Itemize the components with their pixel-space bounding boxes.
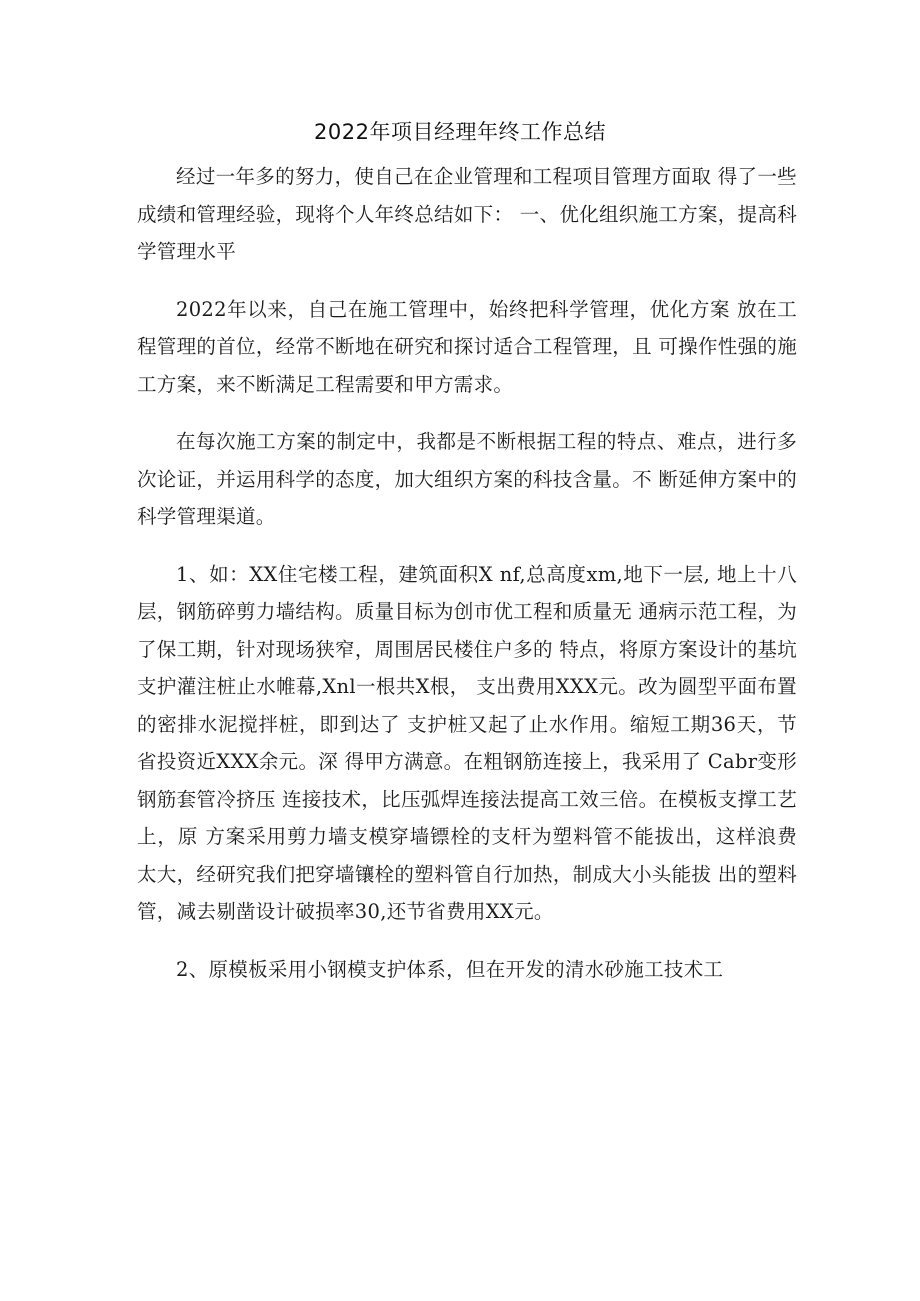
document-title: 2022年项目经理年终工作总结 — [314, 120, 606, 144]
paragraph-2022: 2022年以来，自己在施工管理中，始终把科学管理，优化方案 放在工程管理的首位，经常不断地在研究和探讨适合工程管理，且 可操作性强的施工方案，来不断满足工程需要和甲方需求。 — [137, 297, 797, 396]
paragraph-intro: 经过一年多的努力，使自己在企业管理和工程项目管理方面取 得了一些成绩和管理经验，现将个人年终总结如下： 一、优化组织施工方案，提高科学管理水平 — [137, 165, 797, 263]
document-body — [137, 158, 797, 1008]
paragraph-construction-plan: 在每次施工方案的制定中，我都是不断根据工程的特点、难点，进行多次论证，并运用科学的态度，加大组织方案的科技含量。不 断延伸方案中的科学管理渠道。 — [137, 430, 797, 528]
paragraph-example-2: 2、原模板采用小钢模支护体系，但在开发的清水砂施工技术工 — [176, 957, 724, 981]
paragraph-example-1: 1、如：XX住宅楼工程，建筑面积X nf,总高度xm,地下一层, 地上十八层，钢筋碎剪力墙结构。质量目标为创市优工程和质量无 通病示范工程，为了保工期，针对现场狭窄，周围居民楼住户多的 特点，将原方案设计的基坑支护灌注桩止水帷幕,Xnl一根共X根， 支出费用XXX元。改为圆型平面布置的密排水泥搅拌桩，即到达了 支护桩又起了止水作用。缩短工期36天，节省投资近XXX余元。深 得甲方满意。在粗钢筋连接上，我采用了 Cabr变形钢筋套管冷挤压 连接技术，比压弧焊连接法提高工效三倍。在模板支撑工艺上，原 方案采用剪力墙支模穿墙镖栓的支杆为塑料管不能拔出，这样浪费 太大，经研究我们把穿墙镶栓的塑料管自行加热，制成大小头能拔 出的塑料管，减去剔凿设计破损率30,还节省费用XX元。 — [137, 562, 797, 923]
